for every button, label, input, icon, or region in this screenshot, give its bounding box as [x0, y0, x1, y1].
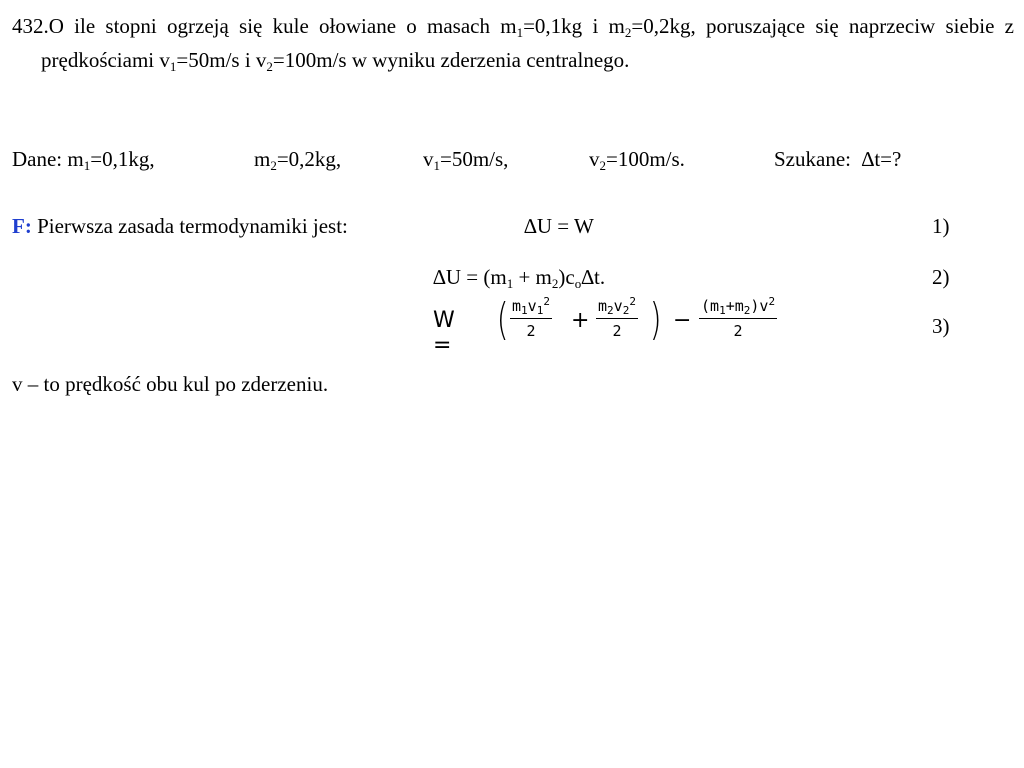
sought-value: Szukane: ∆t=?: [774, 147, 902, 171]
given-m1: Dane: $m_1=0,1kg$,: [12, 147, 155, 173]
given-v1: $v_1=50m/s$,: [423, 147, 509, 173]
plus-sign: +: [571, 308, 590, 333]
velocity-note: v – to prędkość obu kul po zderzeniu.: [12, 372, 329, 396]
equation-3-number: 3): [932, 314, 950, 338]
fraction-1: $m_1v_1^2$ 2: [512, 295, 550, 340]
equation-2: $\Delta U = (m_1 + m_2)c_o\Delta t$.: [433, 265, 606, 291]
physics-marker: F:: [12, 214, 32, 238]
left-paren: (: [496, 294, 509, 345]
minus-sign: −: [673, 308, 692, 333]
equation-3-lhs: W =: [433, 308, 455, 358]
problem-number: 432.: [12, 14, 49, 38]
given-m2: $m_2=0,2kg$,: [254, 147, 342, 173]
fraction-3: $(m_1+m_2)v^2$ 2: [701, 295, 776, 340]
problem-statement: 432.O ile stopni ogrzeją się kule ołowiane o masach $m_1=0,1kg$ i $m_2=0,2kg$, poruszające się naprzeciw siebie z prędkościami $v_1=50m/s$ i $v_2=100m/s$ w wyniku zderzenia centralnego.: [12, 14, 1014, 74]
given-v2: $v_2=100m/s$.: [589, 147, 685, 173]
physics-intro: F: Pierwsza zasada termodynamiki jest:: [12, 214, 348, 238]
right-paren: ): [649, 294, 662, 345]
equation-1: ∆U = W: [524, 214, 594, 238]
equation-2-number: 2): [932, 265, 950, 289]
equation-1-number: 1): [932, 214, 950, 238]
fraction-2: $m_2v_2^2$ 2: [598, 295, 636, 340]
